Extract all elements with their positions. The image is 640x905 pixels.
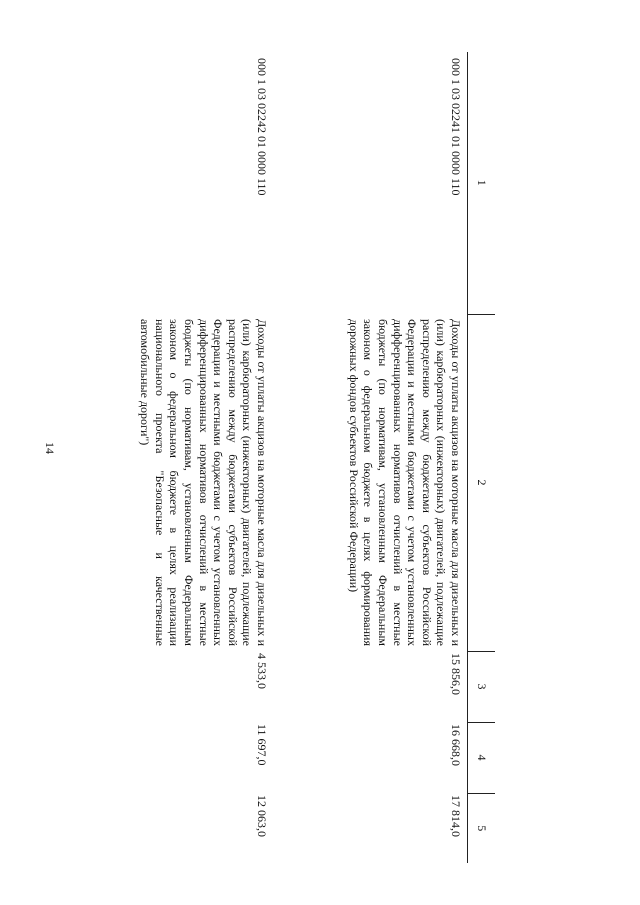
table-row [273,52,468,863]
header-col-2: 2 [468,314,496,651]
budget-code-cell: 000 1 03 02242 01 0000 110 [255,58,269,196]
header-col-5: 5 [468,793,496,863]
header-col-4: 4 [468,722,496,793]
value-cell-col4: 11 697,0 [255,724,269,766]
value-cell-col4: 16 668,0 [449,724,463,766]
value-cell-col5: 17 814,0 [449,795,463,837]
table-wrapper [71,52,495,863]
value-cell-col5: 12 063,0 [255,795,269,837]
header-col-1: 1 [468,52,496,314]
value-cell-col3: 4 533,0 [255,653,269,689]
description-cell: Доходы от уплаты акцизов на моторные масла для дизельных и (или) карбюраторных (инжекторных) двигателей, подлежащие распределению между бюджетами субъектов Российской Федерации и местными бюджетами с учетом установленных дифференцированных нормативов отчислений в местные бюджеты (по нормативам, установленным Федеральным законом о федеральном бюджете в целях формирования дорожных фондов субъектов Российской Федерации) [346,319,463,646]
header-row [468,52,496,863]
description-cell: Доходы от уплаты акцизов на моторные масла для дизельных и (или) карбюраторных (инжекторных) двигателей, подлежащие распределению между бюджетами субъектов Российской Федерации и местными бюджетами с учетом установленных дифференцированных нормативов отчислений в местные бюджеты (по нормативам, установленным Федеральным законом о федеральном бюджете в целях реализации национального проекта "Безопасные и качественные автомобильные дороги") [138,319,269,646]
value-cell-col3: 15 856,0 [449,653,463,695]
budget-code-cell: 000 1 03 02241 01 0000 110 [449,58,463,196]
header-col-3: 3 [468,651,496,722]
page-number: 14 [43,442,57,454]
table-row [69,52,273,863]
revenue-table [69,52,495,863]
rotated-table-container [71,52,495,863]
